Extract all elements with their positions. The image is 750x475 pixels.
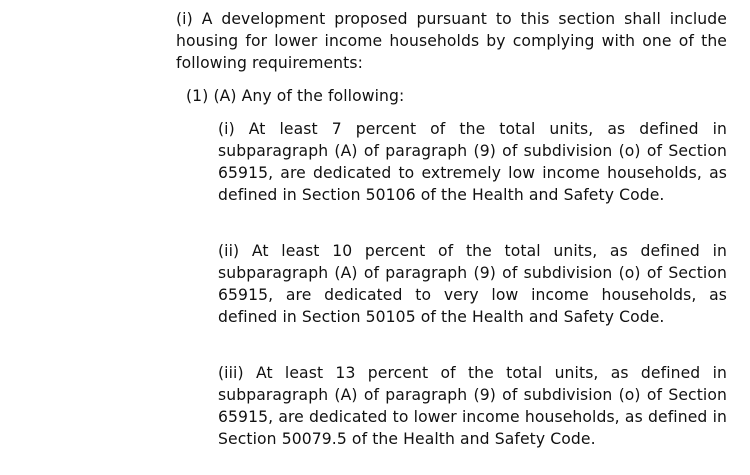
paragraph-i: (i) A development proposed pursuant to this section shall include housing for lower income households by complying with one of the following requirements: xyxy=(176,10,727,72)
subparagraph-i: (i) At least 7 percent of the total units, as defined in subparagraph (A) of paragraph (9) of subdivision (o) of Section 65915, are dedicated to extremely low income households, as defined in Section 50106 of the Health and Safety Code. xyxy=(218,120,727,204)
subparagraph-ii: (ii) At least 10 percent of the total units, as defined in subparagraph (A) of paragraph (9) of subdivision (o) of Section 65915, are dedicated to very low income households, as defined in Section 50105 of the Health and Safety Code. xyxy=(218,242,727,326)
paragraph-1a: (1) (A) Any of the following: xyxy=(186,87,405,105)
subparagraph-iii: (iii) At least 13 percent of the total units, as defined in subparagraph (A) of paragraph (9) of subdivision (o) of Section 65915, are dedicated to lower income households, as defined in Section 50079.5 of the Health and Safety Code. xyxy=(218,364,727,448)
